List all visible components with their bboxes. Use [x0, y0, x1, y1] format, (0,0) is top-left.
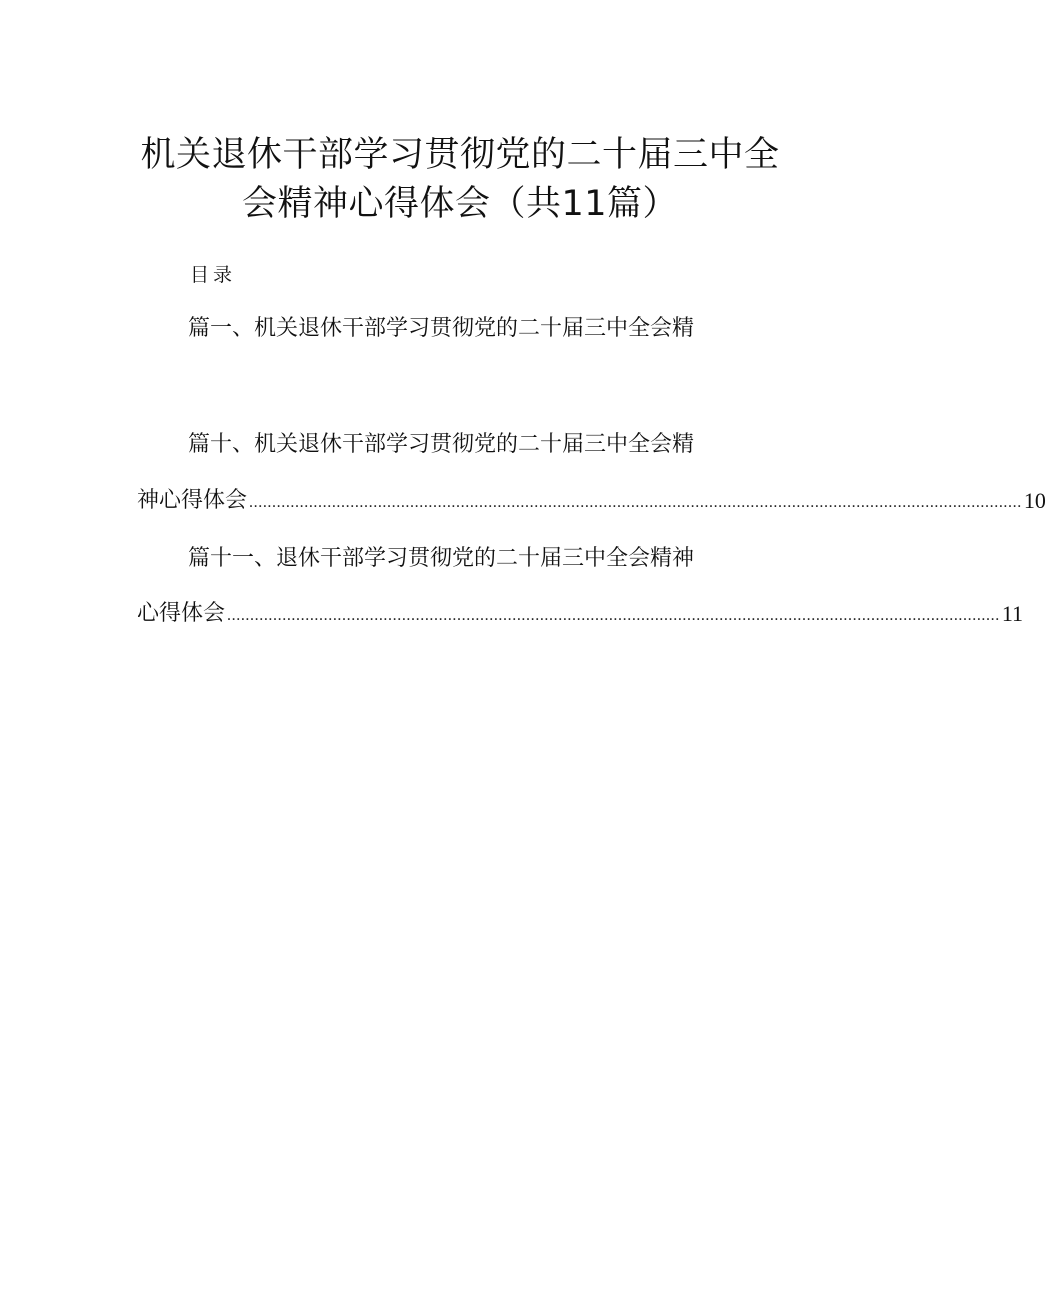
toc-entry-10-text: 神心得体会	[137, 488, 248, 513]
toc-entry-10-line-1[interactable]: 篇十、机关退休干部学习贯彻党的二十届三中全会精	[188, 432, 695, 457]
toc-entry-10-page-number: 10	[1023, 488, 1046, 513]
toc-entry-11-page-number: 11	[1001, 601, 1024, 626]
dot-leader: ........................................................................................................................................................................	[249, 494, 1022, 511]
dot-leader: ........................................................................................................................................................................	[227, 607, 1000, 624]
toc-entry-1-line-1[interactable]: 篇一、机关退休干部学习贯彻党的二十届三中全会精	[188, 316, 695, 341]
toc-entry-11-line-2[interactable]	[137, 599, 1024, 629]
toc-entry-10-line-2[interactable]	[137, 486, 1046, 516]
toc-entry-11-line-1[interactable]: 篇十一、退休干部学习贯彻党的二十届三中全会精神	[188, 546, 695, 571]
toc-heading: 目录	[190, 264, 237, 286]
document-title-line-1: 机关退休干部学习贯彻党的二十届三中全	[140, 135, 780, 175]
document-title-line-2: 会精神心得体会（共11篇）	[241, 184, 679, 224]
toc-entry-11-text: 心得体会	[137, 601, 226, 626]
